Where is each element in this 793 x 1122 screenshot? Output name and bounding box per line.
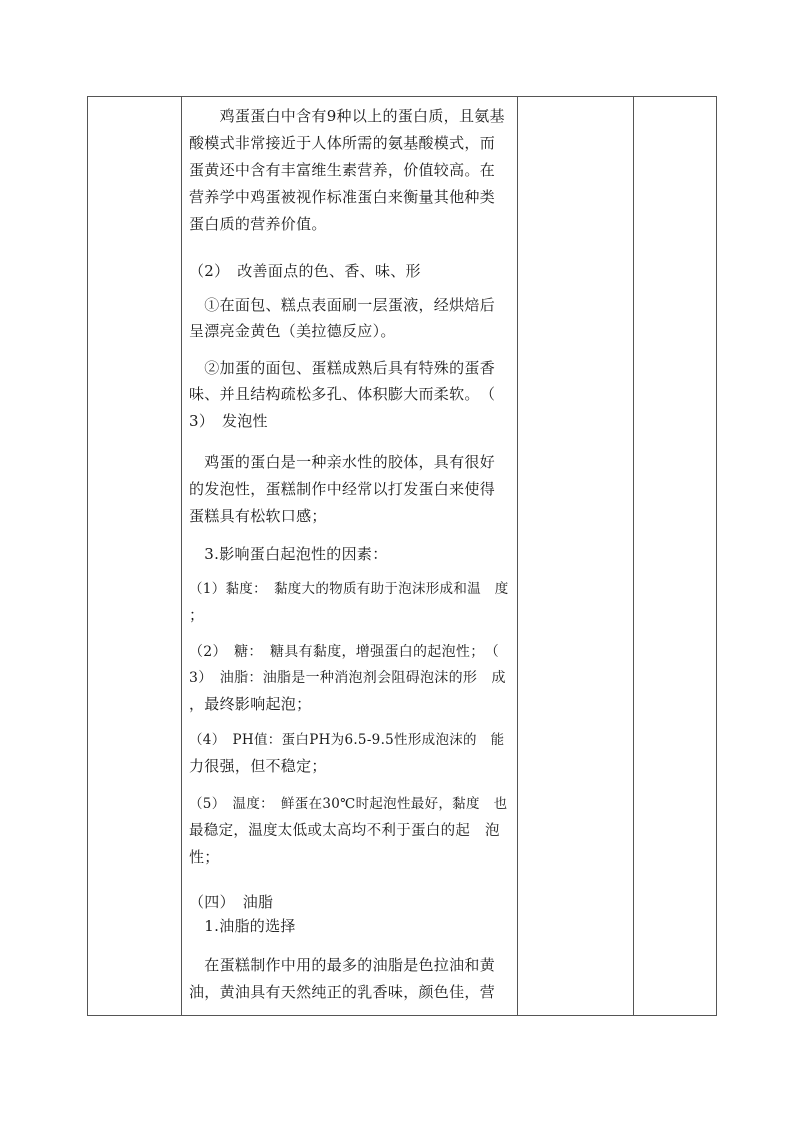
text-line: 性； bbox=[189, 848, 220, 866]
text-line: 味、并且结构疏松多孔、体积膨大而柔软。 （ bbox=[189, 385, 496, 403]
text-line: 最稳定，温度太低或太高均不利于蛋白的起 泡 bbox=[189, 823, 500, 839]
text-line: 呈漂亮金黄色（美拉德反应）。 bbox=[189, 322, 396, 340]
text-line: 蛋黄还中含有丰富维生素营养，价值较高。在 bbox=[189, 161, 496, 179]
section-heading: 3） 发泡性 bbox=[189, 412, 268, 430]
text-line: 蛋白质的营养价值。 bbox=[189, 215, 327, 233]
subsection-heading: 3.影响蛋白起泡性的因素： bbox=[189, 545, 388, 563]
text-line: （4） PH值：蛋白PH为6.5-9.5性形成泡沫的 能 bbox=[189, 732, 505, 748]
text-line: （2） 糖： 糖具有黏度，增强蛋白的起泡性； （ bbox=[189, 644, 500, 660]
text-line: ②加蛋的面包、蛋糕成熟后具有特殊的蛋香 bbox=[189, 359, 496, 377]
content-cell bbox=[181, 96, 517, 1016]
text-line: 酸模式非常接近于人体所需的氨基酸模式，而 bbox=[189, 134, 496, 152]
column-divider-3 bbox=[633, 97, 634, 1015]
text-line: 营养学中鸡蛋被视作标准蛋白来衡量其他种类 bbox=[189, 188, 496, 206]
text-line: 鸡蛋蛋白中含有9种以上的蛋白质，且氨基 bbox=[189, 107, 505, 125]
text-line: 蛋糕具有松软口感； bbox=[189, 507, 327, 525]
text-line: ； bbox=[189, 606, 205, 624]
text-line: ①在面包、糕点表面刷一层蛋液，经烘焙后 bbox=[189, 296, 496, 314]
column-divider-2 bbox=[517, 97, 518, 1015]
text-line: 油，黄油具有天然纯正的乳香味，颜色佳，营 bbox=[189, 983, 496, 1001]
section-heading: （四） 油脂 bbox=[189, 893, 274, 911]
subsection-heading: 1.油脂的选择 bbox=[189, 917, 296, 935]
text-line: ，最终影响起泡； bbox=[189, 695, 312, 713]
text-line: 力很强，但不稳定； bbox=[189, 757, 327, 775]
text-line: 在蛋糕制作中用的最多的油脂是色拉油和黄 bbox=[189, 956, 496, 974]
section-heading: （2） 改善面点的色、香、味、形 bbox=[189, 262, 421, 280]
text-line: 的发泡性，蛋糕制作中经常以打发蛋白来使得 bbox=[189, 480, 496, 498]
text-line: 3） 油脂：油脂是一种消泡剂会阻碍泡沫的形 成 bbox=[189, 670, 506, 686]
text-line: （1）黏度： 黏度大的物质有助于泡沫形成和温 度 bbox=[189, 581, 509, 597]
text-line: 鸡蛋的蛋白是一种亲水性的胶体，具有很好 bbox=[189, 453, 496, 471]
text-line: （5） 温度： 鲜蛋在30℃时起泡性最好，黏度 也 bbox=[189, 796, 508, 812]
